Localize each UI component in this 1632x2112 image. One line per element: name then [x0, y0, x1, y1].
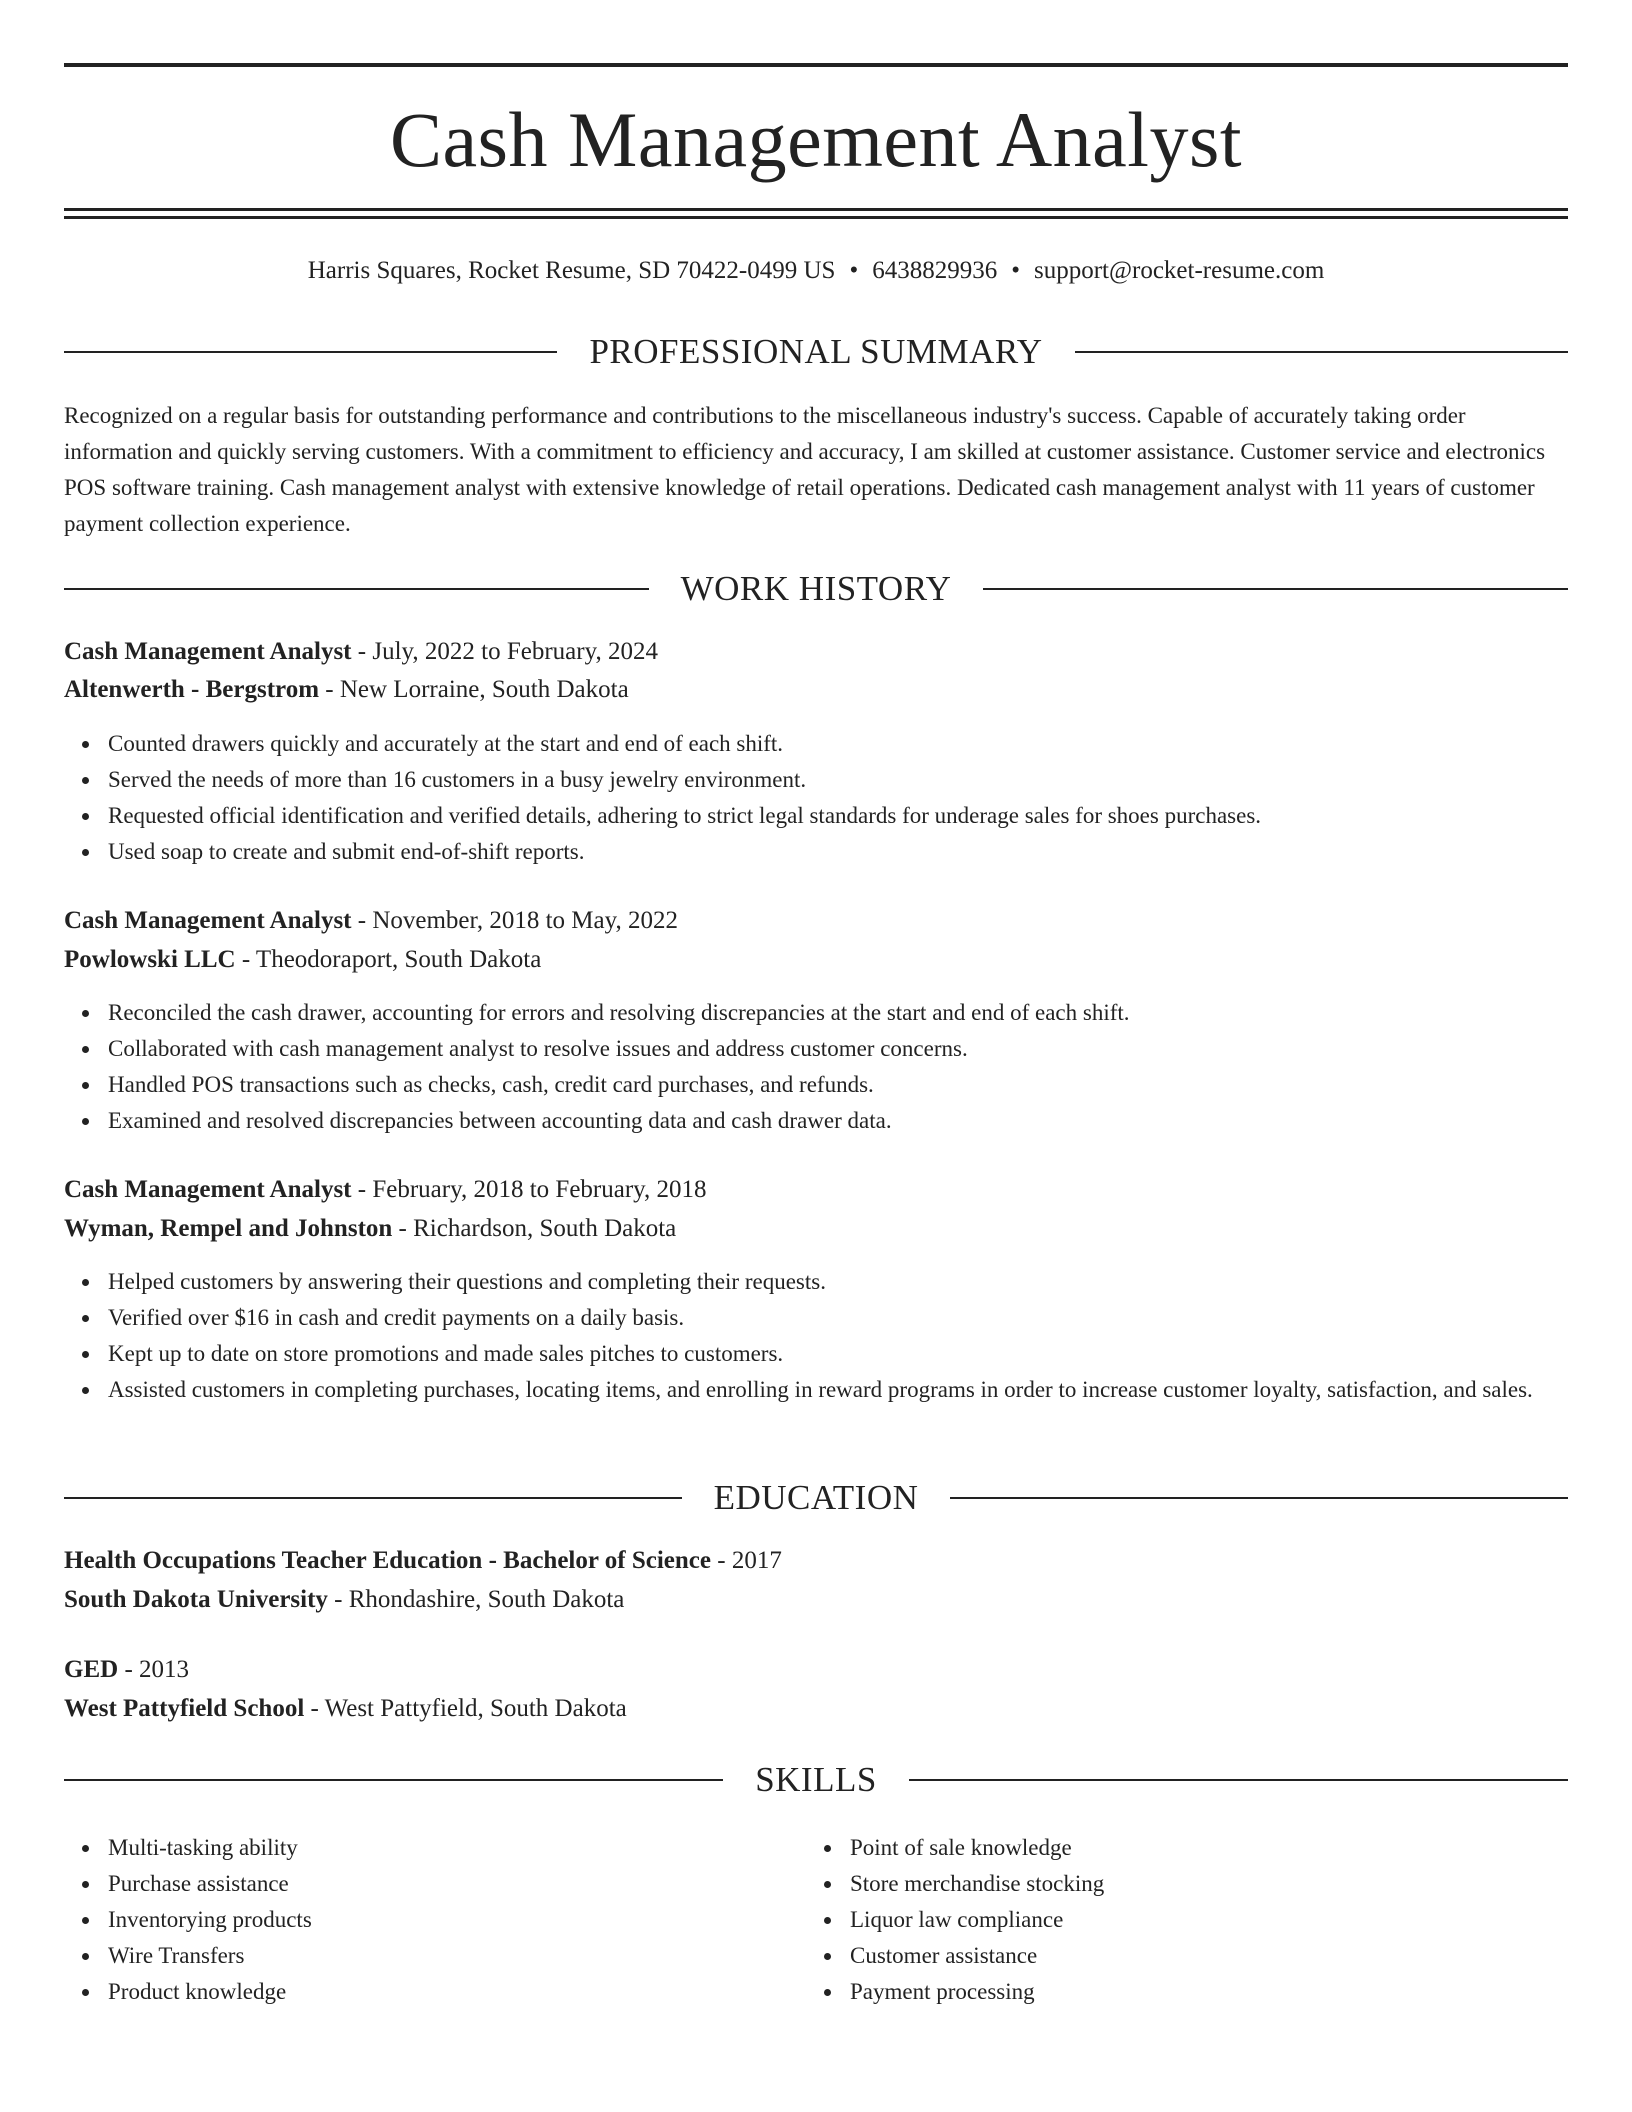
resume-title: Cash Management Analyst	[389, 96, 1243, 183]
education-degree-line	[64, 1543, 1568, 1579]
job-bullet-list	[64, 995, 1612, 1139]
education-year: - 2017	[711, 1547, 782, 1574]
education-location: - Rhondashire, South Dakota	[327, 1586, 625, 1613]
list-item: Helped customers by answering their questions and completing their requests.	[108, 1264, 1612, 1300]
job-title: Cash Management Analyst	[64, 907, 352, 934]
section-title: EDUCATION	[713, 1478, 919, 1517]
contact-address: Harris Squares, Rocket Resume, SD 70422-0499 US	[307, 257, 836, 284]
job-company-line	[64, 672, 1568, 708]
list-item: Handled POS transactions such as checks, cash, credit card purchases, and refunds.	[108, 1067, 1612, 1103]
title-double-rule-upper	[64, 208, 1568, 211]
list-item: Verified over $16 in cash and credit payments on a daily basis.	[108, 1300, 1612, 1336]
job-bullet-list	[64, 1264, 1612, 1408]
list-item: Collaborated with cash management analyst to resolve issues and address customer concerns.	[108, 1031, 1612, 1067]
list-item: Multi-tasking ability	[108, 1830, 808, 1866]
education-degree: Health Occupations Teacher Education - Bachelor of Science	[64, 1547, 711, 1574]
job-company: Altenwerth - Bergstrom	[64, 676, 320, 703]
contact-separator: •	[849, 257, 859, 284]
contact-separator: •	[1011, 257, 1020, 284]
education-location: - West Pattyfield, South Dakota	[304, 1695, 627, 1722]
list-item: Assisted customers in completing purchases, locating items, and enrolling in reward programs in order to increase customer loyalty, satisfaction, and sales.	[108, 1372, 1612, 1408]
list-item: Served the needs of more than 16 customers in a busy jewelry environment.	[108, 762, 1612, 798]
section-heading-summary	[64, 330, 1568, 374]
heading-rule-left	[64, 1779, 723, 1781]
list-item: Purchase assistance	[108, 1866, 808, 1902]
list-item: Wire Transfers	[108, 1938, 808, 1974]
job-company-line	[64, 942, 1568, 978]
job-dates: - February, 2018 to February, 2018	[351, 1176, 707, 1203]
contact-email: support@rocket-resume.com	[1033, 257, 1325, 284]
job-title-line	[64, 903, 1568, 939]
summary-paragraph: Recognized on a regular basis for outstanding performance and contributions to the miscellaneous industry's success. Capable of accurately taking order information and quickly serving customers. With a commitment to efficiency and accuracy, I am skilled at customer assistance. Customer service and electronics POS software training. Cash management analyst with extensive knowledge of retail operations. Dedicated cash management analyst with 11 years of customer payment collection experience.	[64, 403, 1546, 536]
job-location: - Richardson, South Dakota	[392, 1215, 677, 1242]
list-item: Product knowledge	[108, 1974, 808, 2010]
list-item: Inventorying products	[108, 1902, 808, 1938]
heading-rule-right	[950, 1497, 1568, 1499]
list-item: Used soap to create and submit end-of-shift reports.	[108, 834, 1612, 870]
list-item: Reconciled the cash drawer, accounting for errors and resolving discrepancies at the start and end of each shift.	[108, 995, 1612, 1031]
contact-phone: 6438829936	[872, 257, 998, 284]
contact-line	[64, 254, 1568, 288]
heading-rule-right	[983, 588, 1568, 590]
education-school-line	[64, 1691, 1568, 1727]
education-school-line	[64, 1582, 1568, 1618]
list-item: Customer assistance	[850, 1938, 1550, 1974]
job-title-line	[64, 1172, 1568, 1208]
education-degree-line	[64, 1652, 1568, 1688]
job-title: Cash Management Analyst	[64, 638, 352, 665]
section-title: PROFESSIONAL SUMMARY	[589, 332, 1043, 371]
job-company-line	[64, 1211, 1568, 1247]
heading-rule-right	[909, 1779, 1568, 1781]
section-title: SKILLS	[755, 1760, 877, 1799]
list-item: Store merchandise stocking	[850, 1866, 1550, 1902]
education-degree: GED	[64, 1656, 119, 1683]
job-dates: - November, 2018 to May, 2022	[351, 907, 679, 934]
skills-list-left	[64, 1830, 808, 2010]
education-school: South Dakota University	[64, 1586, 328, 1613]
skills-list-right	[806, 1830, 1550, 2010]
section-heading-skills	[64, 1758, 1568, 1802]
education-school: West Pattyfield School	[64, 1695, 305, 1722]
section-title: WORK HISTORY	[680, 569, 952, 608]
job-bullet-list	[64, 726, 1612, 870]
job-title-line	[64, 634, 1568, 670]
section-heading-work-history	[64, 567, 1568, 611]
job-company: Powlowski LLC	[64, 946, 236, 973]
section-heading-education	[64, 1476, 1568, 1520]
education-year: - 2013	[118, 1656, 190, 1683]
list-item: Examined and resolved discrepancies between accounting data and cash drawer data.	[108, 1103, 1612, 1139]
list-item: Liquor law compliance	[850, 1902, 1550, 1938]
heading-rule-left	[64, 351, 557, 353]
list-item: Counted drawers quickly and accurately at the start and end of each shift.	[108, 726, 1612, 762]
title-double-rule-lower	[64, 216, 1568, 219]
top-rule	[64, 63, 1568, 67]
job-location: - Theodoraport, South Dakota	[235, 946, 542, 973]
heading-rule-left	[64, 588, 649, 590]
job-dates: - July, 2022 to February, 2024	[351, 638, 658, 665]
list-item: Payment processing	[850, 1974, 1550, 2010]
heading-rule-right	[1075, 351, 1568, 353]
list-item: Kept up to date on store promotions and made sales pitches to customers.	[108, 1336, 1612, 1372]
heading-rule-left	[64, 1497, 682, 1499]
job-title: Cash Management Analyst	[64, 1176, 352, 1203]
list-item: Point of sale knowledge	[850, 1830, 1550, 1866]
job-company: Wyman, Rempel and Johnston	[64, 1215, 393, 1242]
list-item: Requested official identification and verified details, adhering to strict legal standards for underage sales for shoes purchases.	[108, 798, 1612, 834]
job-location: - New Lorraine, South Dakota	[319, 676, 629, 703]
